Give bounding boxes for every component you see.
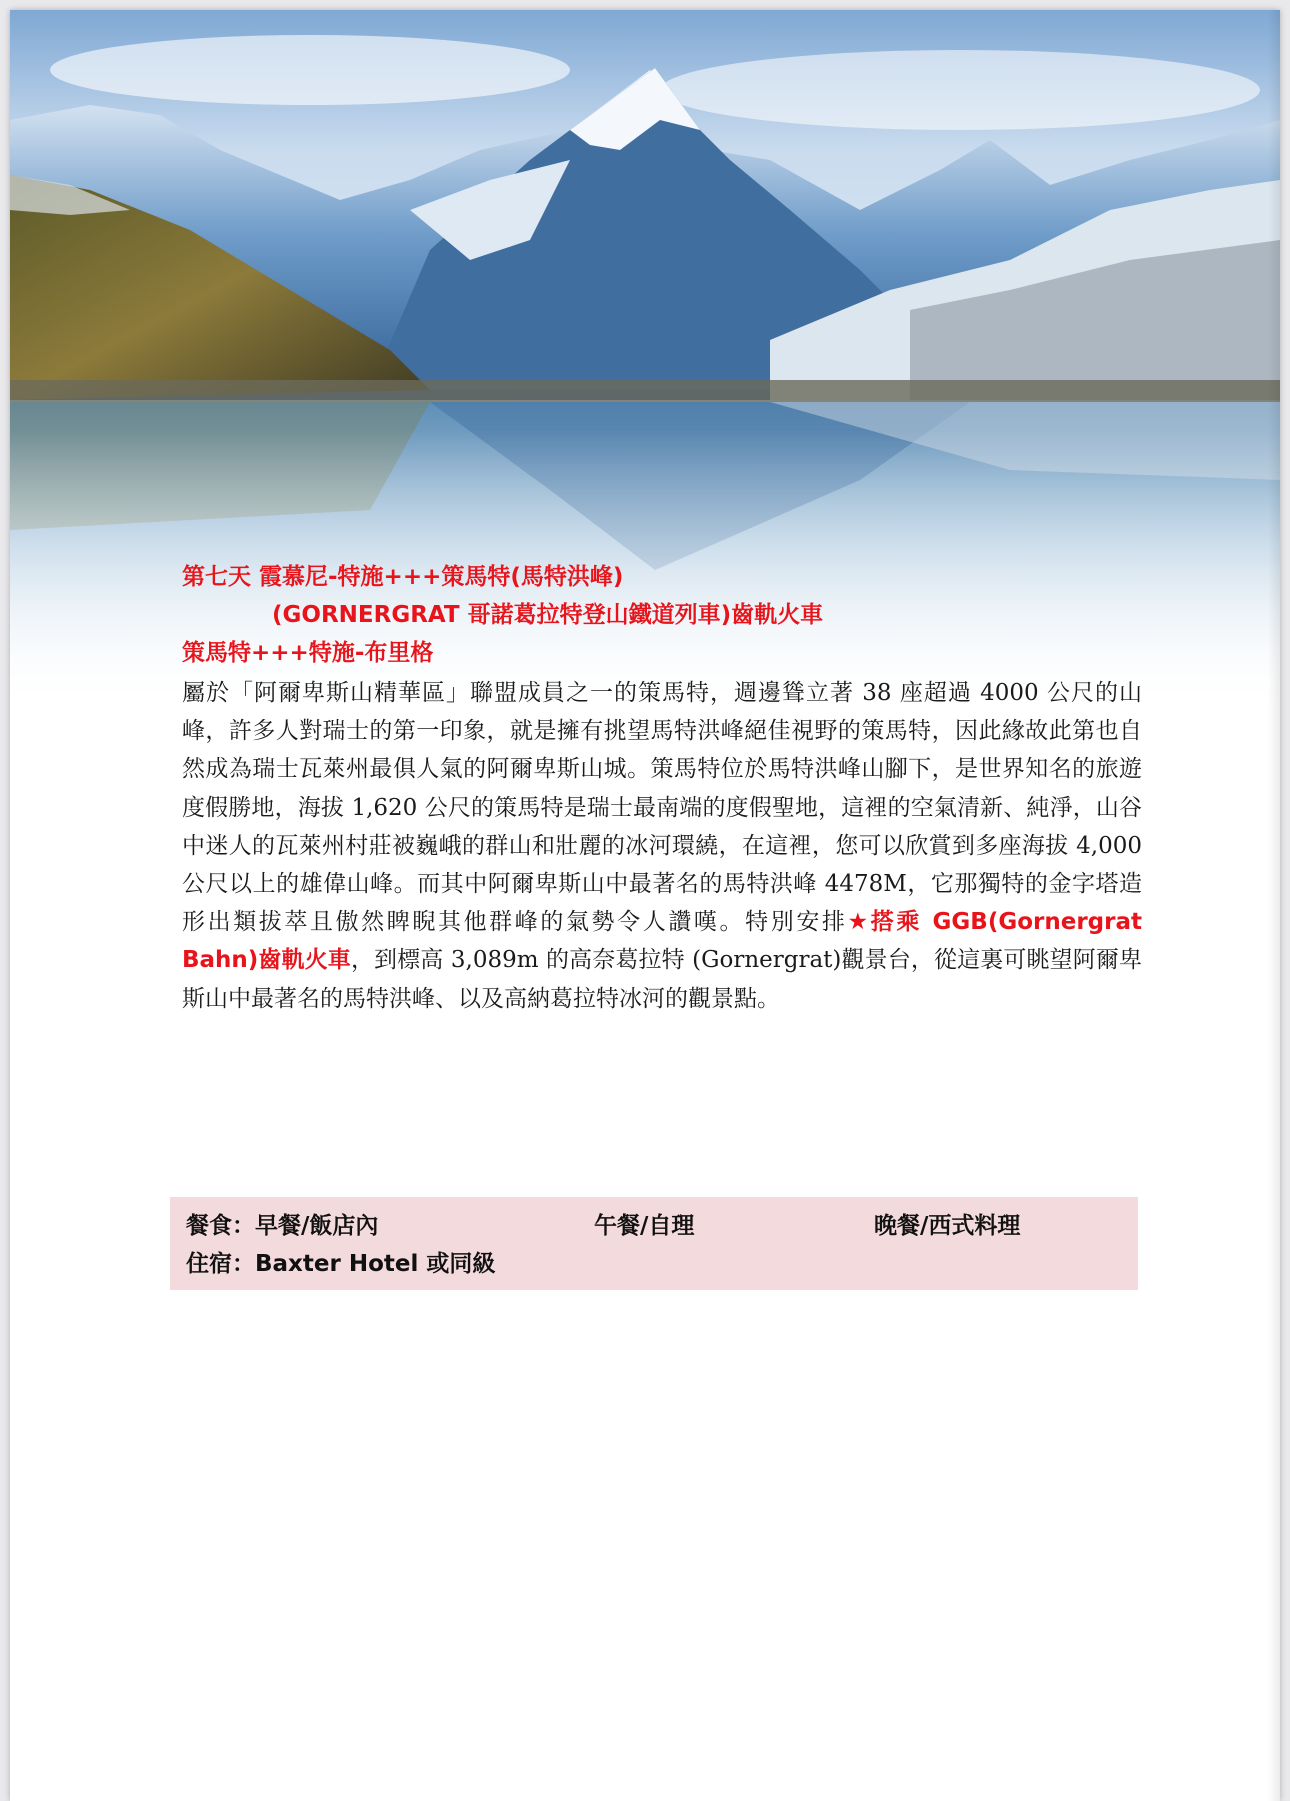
day-title-line-2: (GORNERGRAT 哥諾葛拉特登山鐵道列車)齒軌火車 [272,602,824,628]
day-description [182,674,1142,1018]
breakfast-info: 餐食：早餐/飯店內 [186,1213,379,1239]
document-page [10,10,1280,1801]
description-highlight-ggb: ★搭乘 GGB(Gornergrat Bahn)齒軌火車 [182,909,1143,974]
day-title-line-3: 策馬特+++特施-布里格 [182,640,434,666]
description-text-part-2: ，到標高 3,089m 的高奈葛拉特 (Gornergrat)觀景台，從這裏可眺望阿爾卑斯山中最著名的馬特洪峰、以及高納葛拉特冰河的觀景點。 [182,947,1143,1012]
lunch-info: 午餐/自理 [594,1213,695,1239]
description-text-part-1: 屬於「阿爾卑斯山精華區」聯盟成員之一的策馬特，週邊聳立著 38 座超過 4000 公尺的山峰，許多人對瑞士的第一印象，就是擁有挑望馬特洪峰絕佳視野的策馬特，因此緣故此第也自然成為瑞士瓦萊州最俱人氣的阿爾卑斯山城。策馬特位於馬特洪峰山腳下，是世界知名的旅遊度假勝地，海拔 1,620 公尺的策馬特是瑞士最南端的度假聖地，這裡的空氣清新、純淨，山谷中迷人的瓦萊州村莊被巍峨的群山和壯麗的冰河環繞，在這裡，您可以欣賞到多座海拔 4,000 公尺以上的雄偉山峰。而其中阿爾卑斯山中最著名的馬特洪峰 4478M，它那獨特的金字塔造形出類拔萃且傲然睥睨其他群峰的氣勢令人讚嘆。特別安排 [182,680,1142,936]
dinner-info: 晚餐/西式料理 [874,1213,1021,1239]
meals-lodging-box [170,1197,1138,1290]
page-edge-shadow [1268,10,1280,1801]
day-itinerary [182,558,1142,1018]
day-title-line-1: 第七天 霞慕尼-特施+++策馬特(馬特洪峰) [182,564,624,590]
lodging-info: 住宿：Baxter Hotel 或同級 [186,1251,496,1277]
